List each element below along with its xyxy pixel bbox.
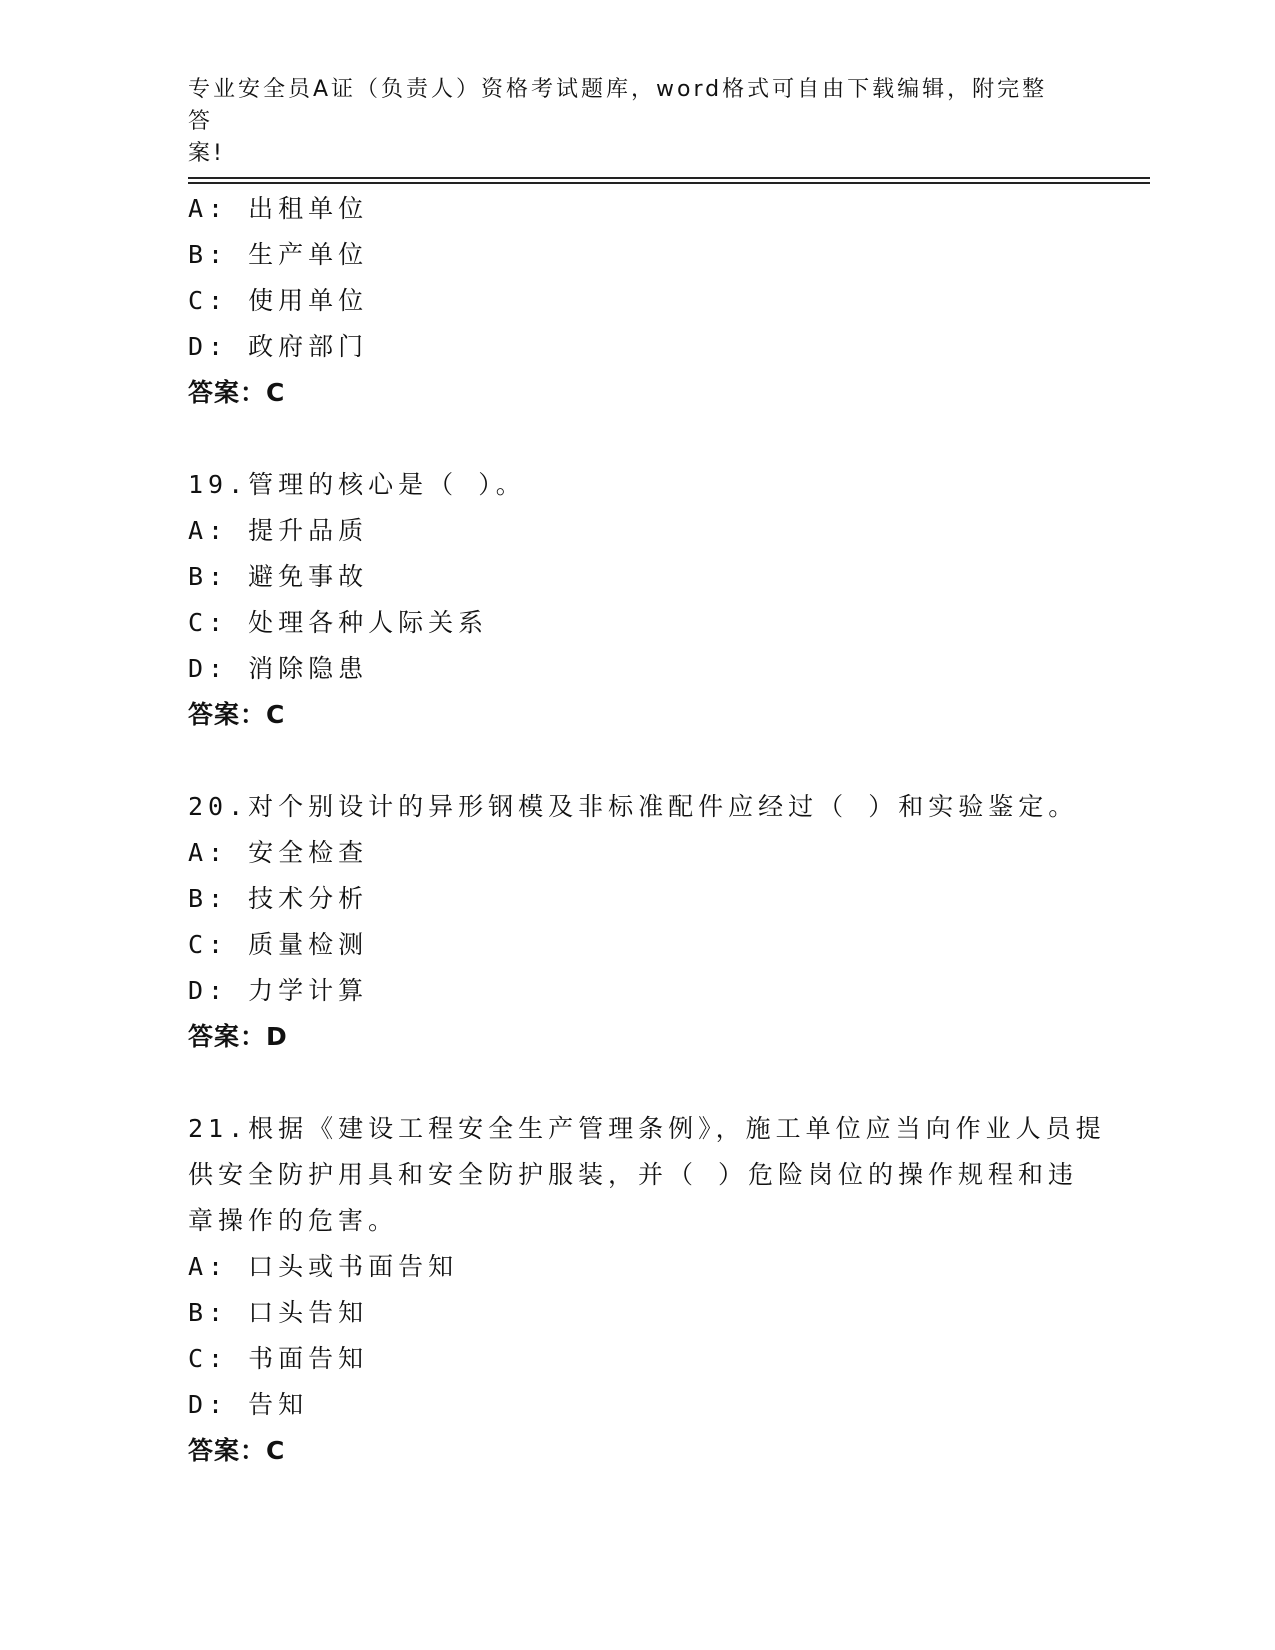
answer: 答案：C	[188, 1436, 286, 1465]
spacer	[188, 738, 1088, 784]
answer: 答案：C	[188, 700, 286, 729]
header-divider-top	[188, 177, 1150, 179]
option-c: C: 使用单位	[188, 286, 369, 315]
option-a: A: 口头或书面告知	[188, 1252, 459, 1281]
question-stem-line-1: 21.根据《建设工程安全生产管理条例》，施工单位应当向作业人员提	[188, 1114, 1106, 1143]
question-21	[188, 1106, 1106, 1474]
option-a: A: 安全检查	[188, 838, 369, 867]
option-d: D: 力学计算	[188, 976, 369, 1005]
document-header	[188, 74, 1068, 170]
question-stem-line-2: 供安全防护用具和安全防护服装，并（ ）危险岗位的操作规程和违	[188, 1160, 1079, 1189]
question-18	[188, 186, 1088, 416]
option-c: C: 书面告知	[188, 1344, 369, 1373]
option-a: A: 提升品质	[188, 516, 369, 545]
header-line-2: 案!	[188, 141, 225, 166]
question-stem: 20.对个别设计的异形钢模及非标准配件应经过（ ）和实验鉴定。	[188, 792, 1079, 821]
question-19	[188, 462, 1088, 738]
question-stem-line-3: 章操作的危害。	[188, 1206, 399, 1235]
option-b: B: 避免事故	[188, 562, 369, 591]
option-d: D: 告知	[188, 1390, 309, 1419]
option-c: C: 质量检测	[188, 930, 369, 959]
option-d: D: 消除隐患	[188, 654, 369, 683]
option-b: B: 口头告知	[188, 1298, 369, 1327]
option-a: A: 出租单位	[188, 194, 369, 223]
spacer	[188, 416, 1088, 462]
option-b: B: 技术分析	[188, 884, 369, 913]
question-20	[188, 784, 1088, 1060]
option-b: B: 生产单位	[188, 240, 369, 269]
question-stem: 19.管理的核心是（ ）。	[188, 470, 526, 499]
header-line-1: 专业安全员A证（负责人）资格考试题库，word格式可自由下载编辑，附完整答	[188, 77, 1048, 134]
option-d: D: 政府部门	[188, 332, 369, 361]
answer: 答案：C	[188, 378, 286, 407]
spacer	[188, 1060, 1088, 1106]
question-list	[188, 186, 1106, 1474]
answer: 答案：D	[188, 1022, 288, 1051]
option-c: C: 处理各种人际关系	[188, 608, 489, 637]
header-divider-bottom	[188, 182, 1150, 184]
